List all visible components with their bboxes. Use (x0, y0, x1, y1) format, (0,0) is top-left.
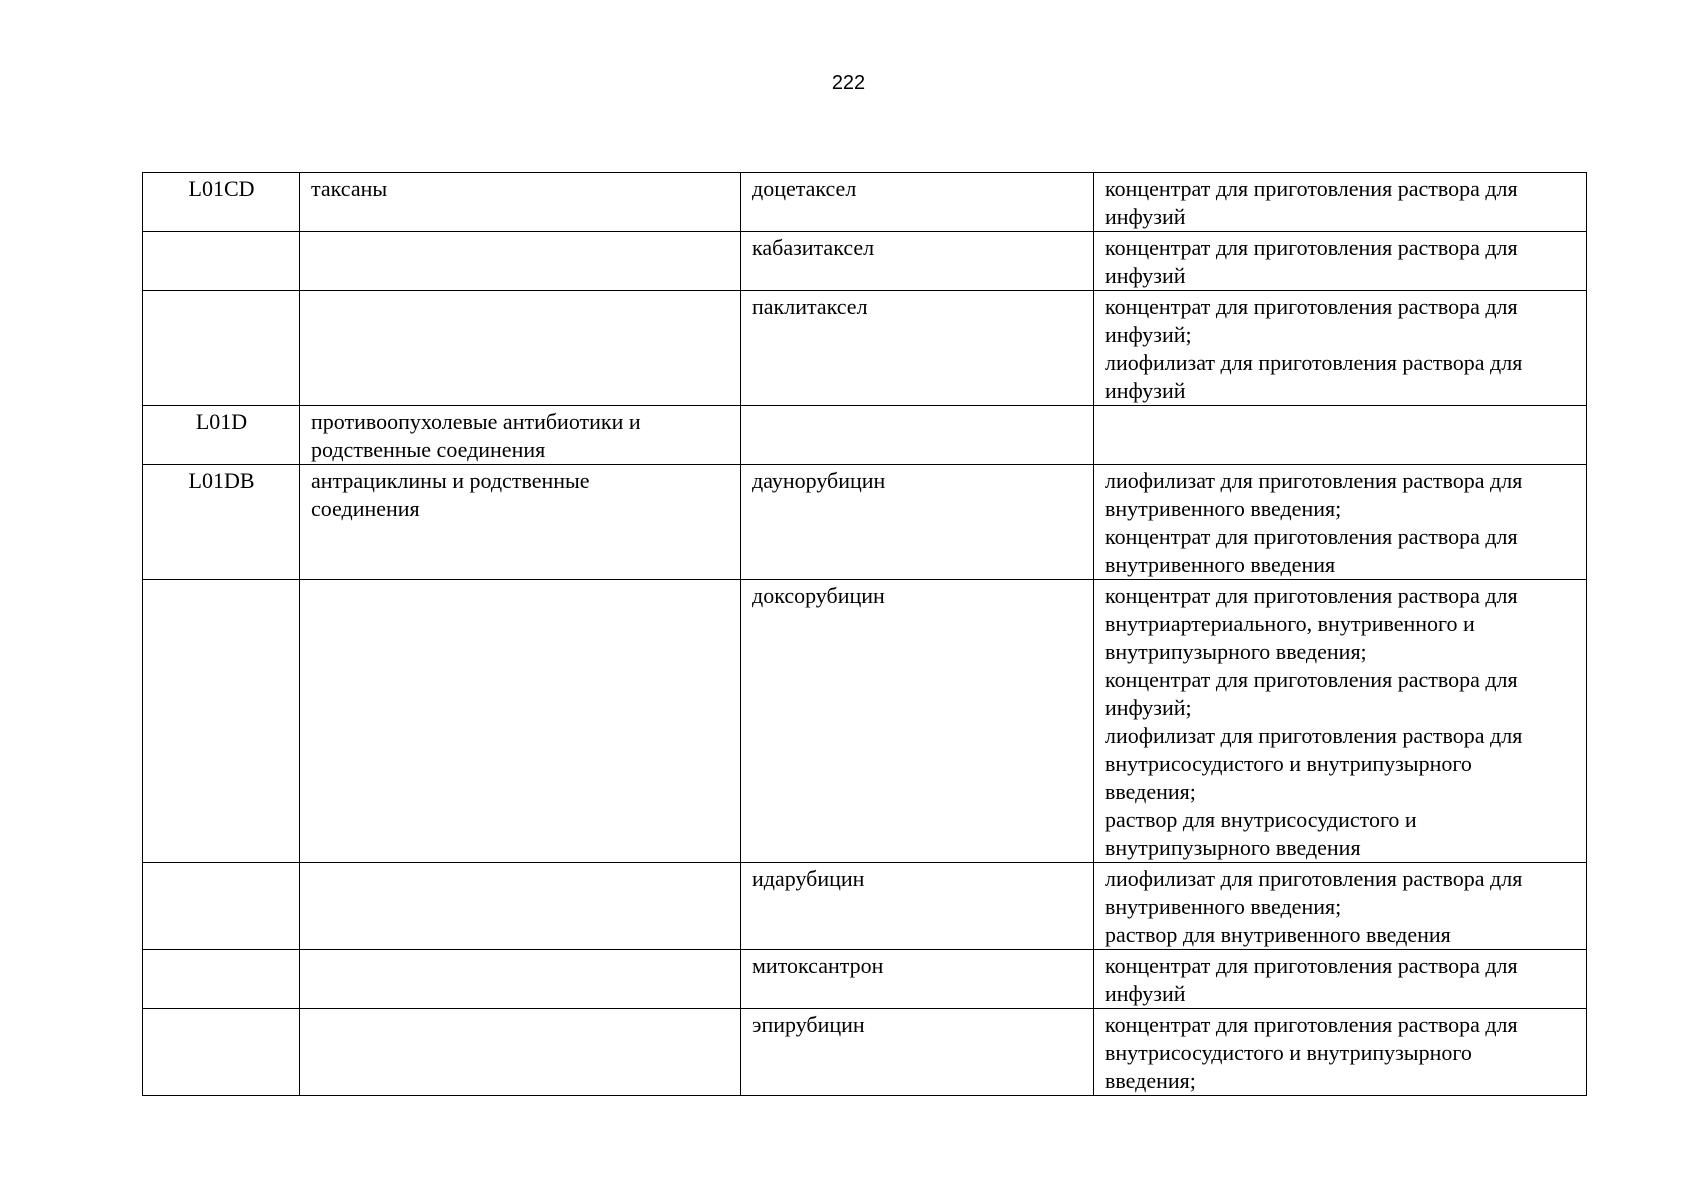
atc-code-cell: L01CD (143, 173, 300, 232)
dosage-form-line: введения; (1105, 779, 1196, 804)
dosage-forms-cell (1094, 406, 1587, 465)
dosage-form-line: лиофилизат для приготовления раствора для (1105, 866, 1523, 891)
dosage-form-line: концентрат для приготовления раствора для (1105, 1012, 1518, 1037)
group-name-line: противоопухолевые антибиотики и (311, 409, 641, 434)
dosage-forms-cell (1094, 1009, 1587, 1096)
group-name-cell (300, 291, 741, 406)
drug-name-cell: даунорубицин (741, 465, 1094, 580)
table-row (143, 465, 1587, 580)
group-name-cell (300, 232, 741, 291)
dosage-form-line: раствор для внутривенного введения (1105, 922, 1451, 947)
dosage-form-line: внутрипузырного введения; (1105, 639, 1367, 664)
page-number: 222 (831, 72, 866, 94)
dosage-form-line: концентрат для приготовления раствора для (1105, 294, 1518, 319)
table-row (143, 863, 1587, 950)
dosage-form-line: внутриартериального, внутривенного и (1105, 611, 1475, 636)
group-name-line: антрациклины и родственные (311, 468, 590, 493)
drug-name-cell: митоксантрон (741, 950, 1094, 1009)
dosage-form-line: инфузий (1105, 263, 1186, 288)
dosage-form-line: инфузий; (1105, 695, 1192, 720)
dosage-form-line: инфузий (1105, 204, 1186, 229)
dosage-form-line: инфузий (1105, 981, 1186, 1006)
dosage-form-line: внутрисосудистого и внутрипузырного (1105, 1040, 1472, 1065)
dosage-form-line: концентрат для приготовления раствора для (1105, 953, 1518, 978)
group-name-line: таксаны (311, 176, 388, 201)
dosage-form-line: внутрипузырного введения (1105, 835, 1361, 860)
group-name-cell (300, 173, 741, 232)
drug-name-cell: кабазитаксел (741, 232, 1094, 291)
atc-code-cell (143, 950, 300, 1009)
atc-code-cell (143, 291, 300, 406)
dosage-form-line: концентрат для приготовления раствора для (1105, 667, 1518, 692)
group-name-cell (300, 465, 741, 580)
dosage-form-line: концентрат для приготовления раствора для (1105, 176, 1518, 201)
dosage-form-line: введения; (1105, 1068, 1196, 1093)
group-name-line: соединения (311, 496, 420, 521)
atc-code-cell: L01D (143, 406, 300, 465)
dosage-form-line: лиофилизат для приготовления раствора для (1105, 723, 1523, 748)
table-row (143, 580, 1587, 863)
drug-table (142, 172, 1587, 1096)
group-name-line: родственные соединения (311, 437, 546, 462)
dosage-form-line: внутрисосудистого и внутрипузырного (1105, 751, 1472, 776)
drug-name-cell: доксорубицин (741, 580, 1094, 863)
group-name-cell (300, 1009, 741, 1096)
dosage-form-line: инфузий (1105, 378, 1186, 403)
drug-name-cell: эпирубицин (741, 1009, 1094, 1096)
dosage-forms-cell (1094, 580, 1587, 863)
dosage-form-line: концентрат для приготовления раствора для (1105, 583, 1518, 608)
drug-name-cell: идарубицин (741, 863, 1094, 950)
dosage-form-line: концентрат для приготовления раствора для (1105, 235, 1518, 260)
dosage-forms-cell (1094, 232, 1587, 291)
table-body (143, 173, 1587, 1096)
atc-code-cell (143, 232, 300, 291)
dosage-forms-cell (1094, 863, 1587, 950)
atc-code-cell (143, 580, 300, 863)
group-name-cell (300, 580, 741, 863)
table-row (143, 950, 1587, 1009)
group-name-cell (300, 863, 741, 950)
drug-name-cell: доцетаксел (741, 173, 1094, 232)
dosage-forms-cell (1094, 291, 1587, 406)
dosage-form-line: внутривенного введения (1105, 552, 1336, 577)
dosage-form-line: внутривенного введения; (1105, 894, 1342, 919)
table-row (143, 232, 1587, 291)
group-name-cell (300, 950, 741, 1009)
atc-code-cell (143, 863, 300, 950)
table-row (143, 173, 1587, 232)
dosage-forms-cell (1094, 173, 1587, 232)
atc-code-cell (143, 1009, 300, 1096)
dosage-form-line: раствор для внутрисосудистого и (1105, 807, 1417, 832)
dosage-form-line: концентрат для приготовления раствора для (1105, 524, 1518, 549)
dosage-form-line: инфузий; (1105, 322, 1192, 347)
dosage-forms-cell (1094, 950, 1587, 1009)
drug-name-cell: паклитаксел (741, 291, 1094, 406)
table-row (143, 291, 1587, 406)
dosage-form-line: лиофилизат для приготовления раствора для (1105, 350, 1523, 375)
group-name-cell (300, 406, 741, 465)
dosage-form-line: лиофилизат для приготовления раствора для (1105, 468, 1523, 493)
table-row (143, 406, 1587, 465)
dosage-forms-cell (1094, 465, 1587, 580)
table-row (143, 1009, 1587, 1096)
dosage-form-line: внутривенного введения; (1105, 496, 1342, 521)
drug-name-cell (741, 406, 1094, 465)
atc-code-cell: L01DB (143, 465, 300, 580)
